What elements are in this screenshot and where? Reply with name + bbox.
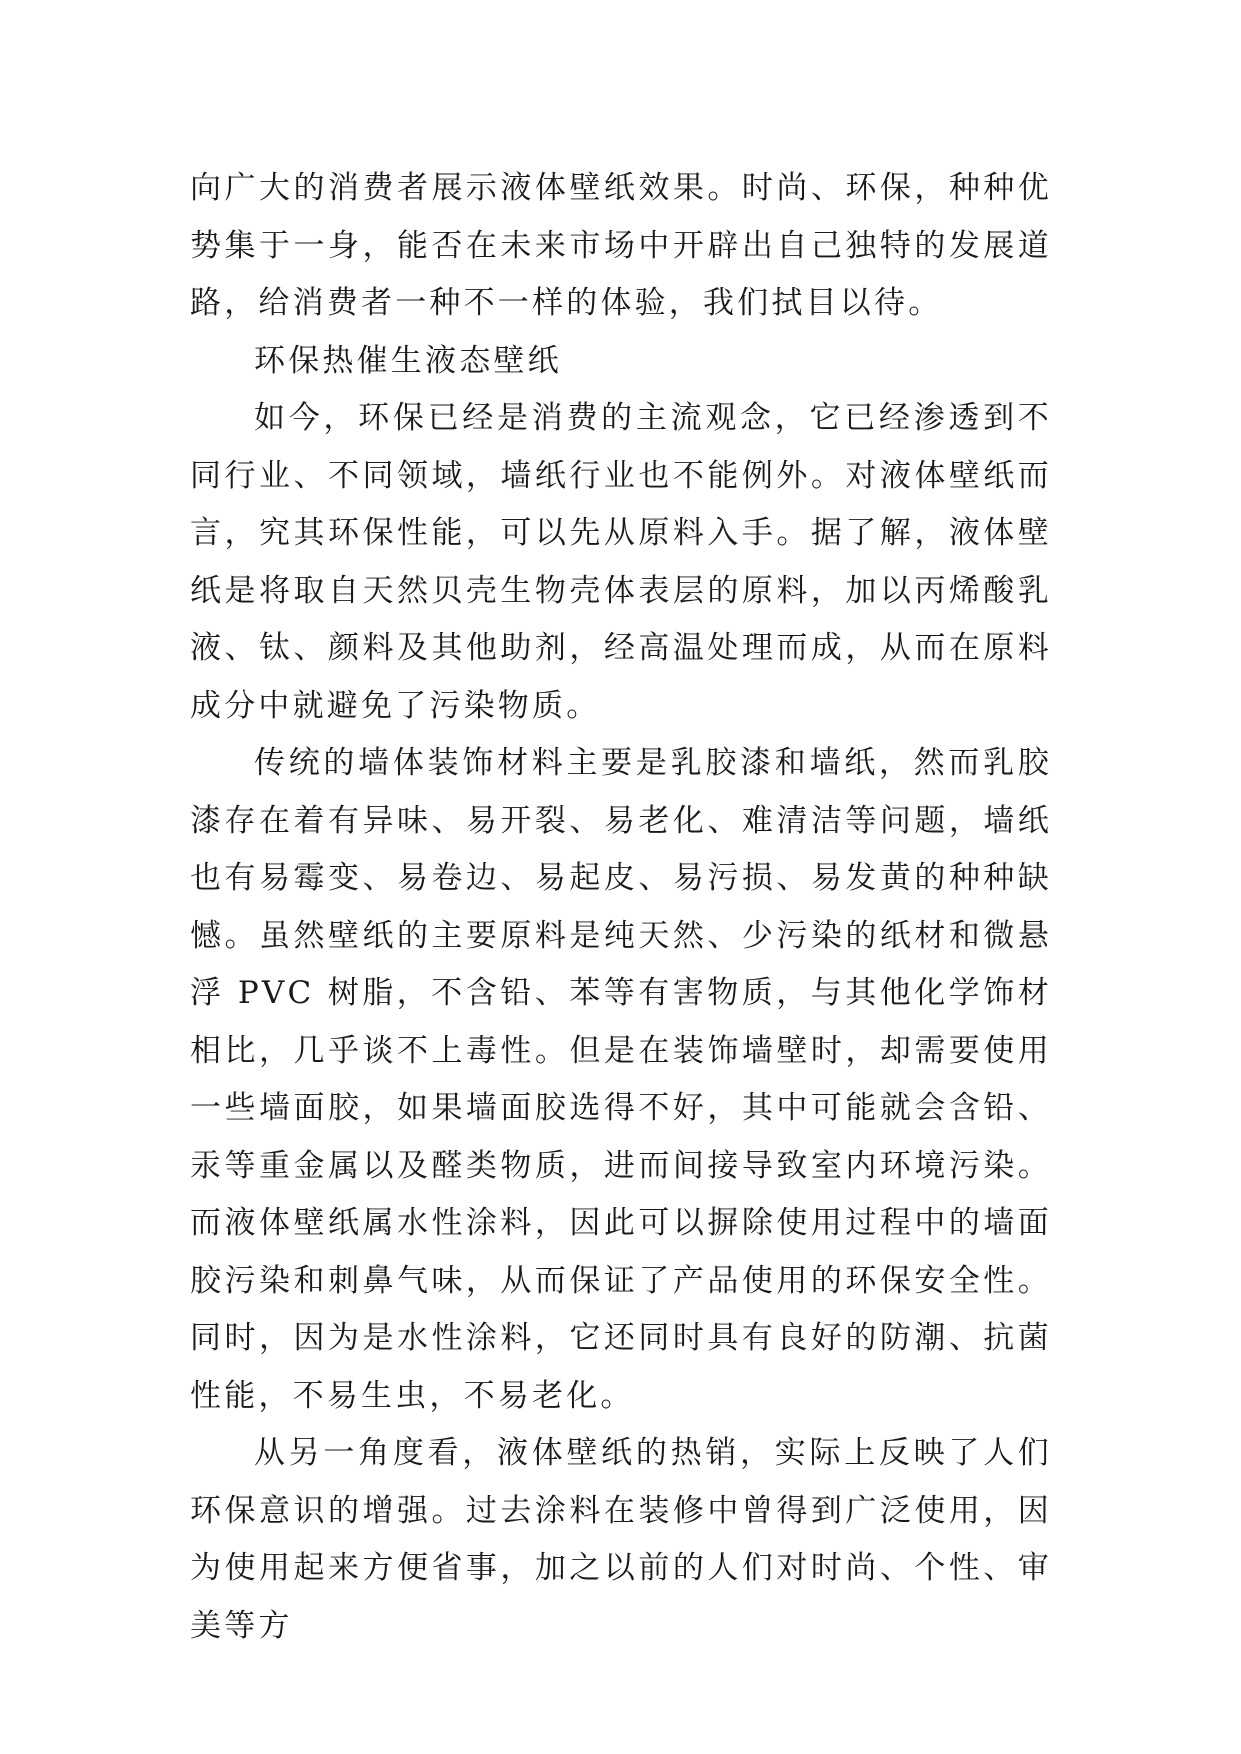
paragraph-another-angle: 从另一角度看，液体壁纸的热销，实际上反映了人们环保意识的增强。过去涂料在装修中曾得到广泛使用，因为使用起来方便省事，加之以前的人们对时尚、个性、审美等方: [190, 1435, 1052, 1644]
paragraph-traditional-materials: 传统的墙体装饰材料主要是乳胶漆和墙纸，然而乳胶漆存在着有异味、易开裂、易老化、难清洁等问题，墙纸也有易霉变、易卷边、易起皮、易污损、易发黄的种种缺憾。虽然壁纸的主要原料是纯天然、少污染的纸材和微悬浮 PVC 树脂，不含铅、苯等有害物质，与其他化学饰材相比，几乎谈不上毒性。但是在装饰墙壁时，却需要使用一些墙面胶，如果墙面胶选得不好，其中可能就会含铅、汞等重金属以及醛类物质，进而间接导致室内环境污染。而液体壁纸属水性涂料，因此可以摒除使用过程中的墙面胶污染和刺鼻气味，从而保证了产品使用的环保安全性。同时，因为是水性涂料，它还同时具有良好的防潮、抗菌性能，不易生虫，不易老化。: [190, 745, 1052, 1414]
section-heading: 环保热催生液态壁纸: [254, 342, 562, 379]
document-body: [190, 160, 1052, 1655]
paragraph-environmental: 如今，环保已经是消费的主流观念，它已经渗透到不同行业、不同领域，墙纸行业也不能例外。对液体壁纸而言，究其环保性能，可以先从原料入手。据了解，液体壁纸是将取自天然贝壳生物壳体表层的原料，加以丙烯酸乳液、钛、颜料及其他助剂，经高温处理而成，从而在原料成分中就避免了污染物质。: [190, 400, 1052, 724]
paragraph-intro-continuation: 向广大的消费者展示液体壁纸效果。时尚、环保，种种优势集于一身，能否在未来市场中开辟出自己独特的发展道路，给消费者一种不一样的体验，我们拭目以待。: [190, 170, 1052, 321]
